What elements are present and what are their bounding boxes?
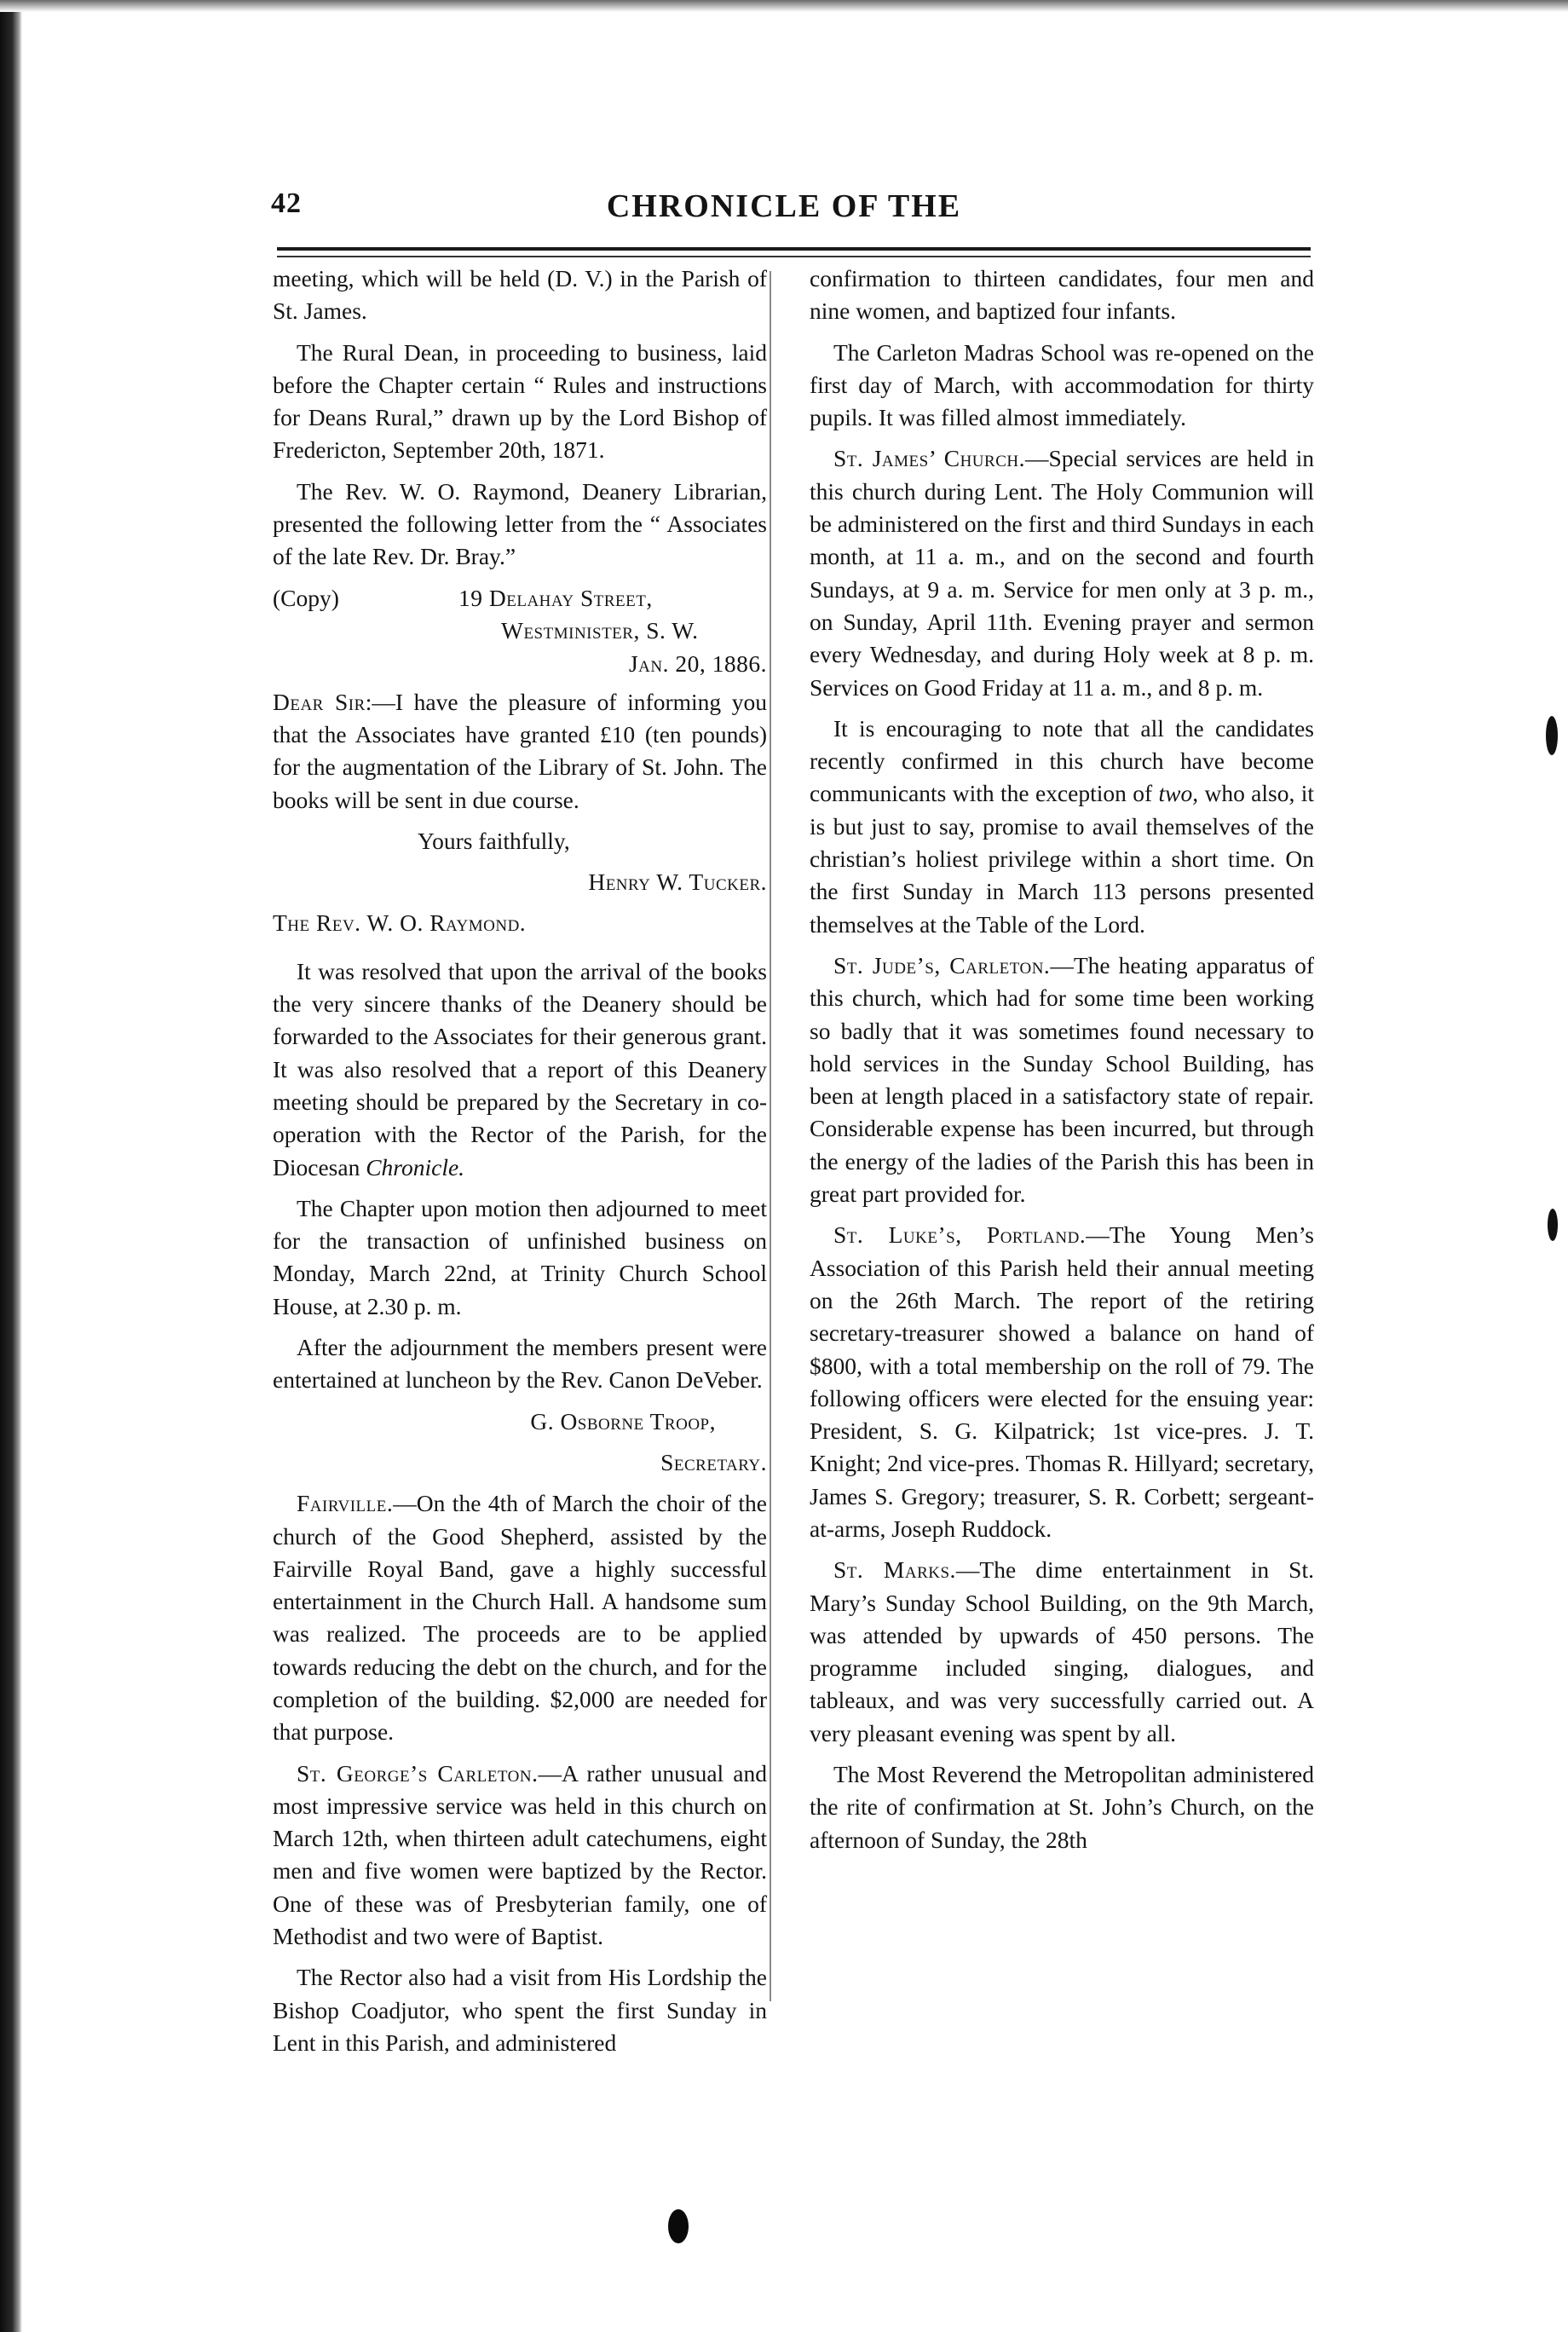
scan-top-edge <box>0 0 1568 12</box>
scan-mark <box>1548 1209 1558 1241</box>
right-column <box>810 263 1314 1865</box>
paragraph: The Carleton Madras School was re-opened on the first day of March, with accommodation for thirty pupils. It was filled almost immediately. <box>810 338 1314 431</box>
section-heading: St. George’s Carleton. <box>297 1759 539 1787</box>
scan-mark <box>1546 716 1558 755</box>
letter-signature: Henry W. Tucker. <box>588 869 767 896</box>
paragraph: confirmation to thirteen candidates, four men and nine women, and baptized four infants. <box>810 265 1314 325</box>
copy-label: (Copy) <box>273 584 339 611</box>
letter-salutation: Dear Sir <box>273 688 366 715</box>
section-heading: Fairville. <box>297 1490 394 1517</box>
paragraph <box>273 1487 767 1748</box>
paragraph <box>810 950 1314 1210</box>
paragraph-text: —The Young Men’s Association of this Parish held their annual meeting on the 26th March. The report of the retiring secretary-treasurer showed a balance on hand of $800, with a total membership on the roll of 79. The following officers were elected for the ensuing year: President, S. G. Kilpatrick; 1st vice-pres. J. T. Knight; 2nd vice-pres. Thomas R. Hillyard; secretary, James S. Gregory; treasurer, S. R. Corbett; sergeant-at-arms, Joseph Ruddock. <box>810 1221 1314 1542</box>
paragraph: The Rev. W. O. Raymond, Deanery Librarian, presented the following letter from the “ Associates of the late Rev. Dr. Bray.” <box>273 477 767 570</box>
column-separator <box>770 271 771 2001</box>
letter-closing: Yours faithfully, <box>418 827 570 854</box>
scan-left-edge <box>0 0 22 2332</box>
letter-body <box>273 686 767 817</box>
section-heading: St. Luke’s, Portland. <box>833 1221 1087 1249</box>
paragraph-text: —On the 4th of March the choir of the church of the Good Shepherd, assisted by the Fairville Royal Band, gave a highly successful entertainment in the Church Hall. A handsome sum was realized. The proceeds are to be applied towards reducing the debt on the church, and for the completion of the building. $2,000 are needed for that purpose. <box>273 1490 767 1746</box>
paragraph-text: It was resolved that upon the arrival of the books the very sincere thanks of the Deanery should be forwarded to the Associates for their generous grant. It was also resolved that a report of this Deanery meeting should be prepared by the Secretary in co-operation with the Rector of the Parish, for the Diocesan <box>273 957 767 1180</box>
paragraph: The Rural Dean, in proceeding to business, laid before the Chapter certain “ Rules and instructions for Deans Rural,” drawn up by the Lord Bishop of Fredericton, September 20th, 1871. <box>273 338 767 464</box>
running-title: CHRONICLE OF THE <box>606 188 962 224</box>
paragraph <box>810 1554 1314 1750</box>
paragraph: meeting, which will be held (D. V.) in the Parish of St. James. <box>273 265 767 325</box>
letter-date: Jan. 20, 1886. <box>628 649 767 677</box>
letter-address-line: Westminister, S. W. <box>501 616 699 644</box>
paragraph: The Rector also had a visit from His Lordship the Bishop Coadjutor, who spent the first Sunday in Lent in this Parish, and administered <box>273 1964 767 2056</box>
left-column <box>273 263 767 2068</box>
paragraph <box>273 1758 767 1954</box>
secretary-title: Secretary. <box>660 1448 767 1475</box>
letter-address-line: 19 Delahay Street, <box>458 584 653 611</box>
section-heading: St. Jude’s, Carleton. <box>833 951 1051 978</box>
paragraph <box>273 955 767 1184</box>
header-rule-thick <box>277 247 1311 251</box>
section-heading: St. Marks. <box>833 1556 956 1584</box>
paragraph-text: —The dime entertainment in St. Mary’s Sunday School Building, on the 9th March, was attended by upwards of 450 persons. The programme included singing, dialogues, and tableaux, and was very successfully carried out. A very pleasant evening was spent by all. <box>810 1556 1314 1746</box>
paragraph-italic: Chronicle. <box>366 1153 465 1180</box>
letter-heading <box>273 582 767 681</box>
secretary-name: G. Osborne Troop, <box>530 1407 716 1434</box>
ink-blot <box>668 2209 689 2243</box>
paragraph-text: It is encouraging to note that all the candidates recently confirmed in this church have become communicants with the exception of <box>810 714 1314 807</box>
paragraph: After the adjournment the members present were entertained at luncheon by the Rev. Canon DeVeber. <box>273 1334 767 1394</box>
paragraph-text: —The heating apparatus of this church, which had for some time been working so badly that it was sometimes found necessary to hold services in the Sunday School Building, has been at length placed in a satisfactory state of repair. Considerable expense has been incurred, but through the energy of the ladies of the Parish this has been in great part provided for. <box>810 951 1314 1208</box>
paragraph <box>810 1219 1314 1545</box>
paragraph-text: —Special services are held in this church during Lent. The Holy Communion will be administered on the first and third Sundays in each month, at 11 a. m., and on the second and fourth Sundays, at 9 a. m. Service for men only at 3 p. m., on Sunday, April 11th. Evening prayer and sermon every Wednesday, and during Holy week at 8 p. m. Services on Good Friday at 11 a. m., and 8 p. m. <box>810 445 1314 701</box>
letter-addressee: The Rev. W. O. Raymond. <box>273 909 527 937</box>
paragraph: The Chapter upon motion then adjourned to meet for the transaction of unfinished business on Monday, March 22nd, at Trinity Church School House, at 2.30 p. m. <box>273 1194 767 1319</box>
paragraph: The Most Reverend the Metropolitan administered the rite of confirmation at St. John’s Church, on the afternoon of Sunday, the 28th <box>810 1761 1314 1853</box>
letter-text: :—I have the pleasure of informing you that the Associates have granted £10 (ten pounds) for the augmentation of the Library of St. John. The books will be sent in due course. <box>273 688 767 813</box>
paragraph <box>810 713 1314 941</box>
section-heading: St. James’ Church. <box>833 445 1025 472</box>
paragraph-text: —A rather unusual and most impressive service was held in this church on March 12th, when thirteen adult catechumens, eight men and five women were baptized by the Rector. One of these was of Presbyterian family, one of Methodist and two were of Baptist. <box>273 1759 768 1950</box>
paragraph <box>810 442 1314 703</box>
paragraph-text: who also, it is but just to say, promise to avail themselves of the christian’s holiest privilege within a short time. On the first Sunday in March 113 persons presented themselves at the Table of the Lord. <box>810 780 1314 938</box>
paragraph-italic: two, <box>1158 780 1199 807</box>
header-rule-thin <box>277 256 1311 257</box>
page-number: 42 <box>271 188 302 219</box>
